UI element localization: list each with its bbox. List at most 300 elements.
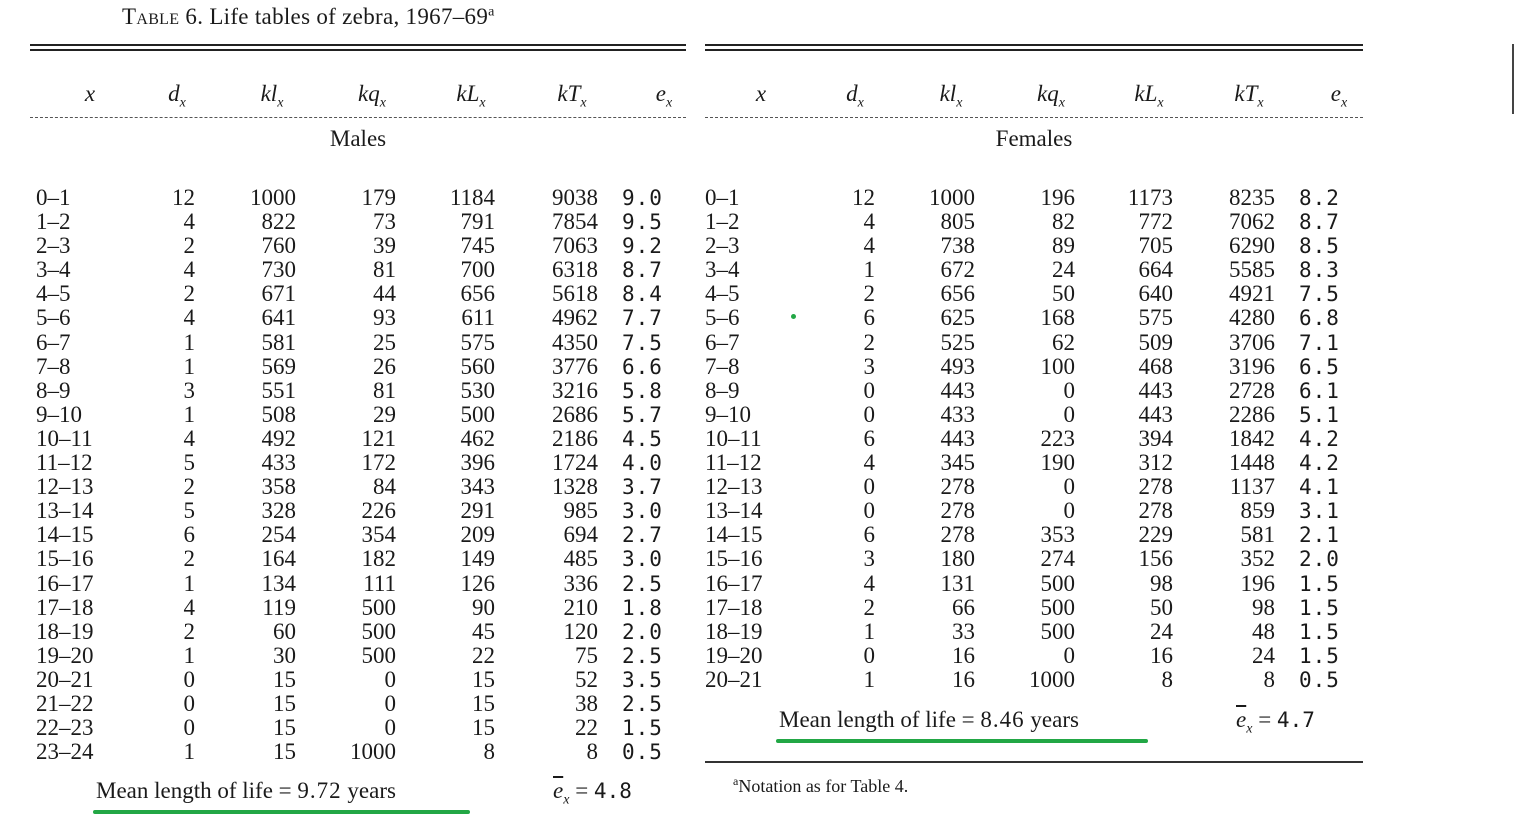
cell-kq: 0 xyxy=(1063,642,1075,668)
cell-kT: 1448 xyxy=(1229,450,1275,476)
cell-d: 0 xyxy=(863,401,875,427)
cell-kT: 120 xyxy=(563,618,598,644)
cell-kL: 8 xyxy=(483,739,495,765)
table-row xyxy=(705,644,1363,668)
cell-kL: 791 xyxy=(460,209,495,235)
table-row xyxy=(705,403,1363,427)
cell-kT: 3706 xyxy=(1229,329,1275,355)
cell-kT: 1842 xyxy=(1229,425,1275,451)
cell-e: 3.0 xyxy=(622,499,663,524)
females-panel xyxy=(705,44,1363,692)
header-kL xyxy=(1129,81,1169,112)
cell-e: 1.5 xyxy=(1299,571,1340,596)
cell-kL: 209 xyxy=(460,522,495,548)
cell-d: 1 xyxy=(183,401,195,427)
cell-kL: 45 xyxy=(472,618,495,644)
cell-kq: 172 xyxy=(361,450,396,476)
cell-e: 8.3 xyxy=(1299,258,1340,283)
cell-kL: 15 xyxy=(472,715,495,741)
header-subscript: x xyxy=(1341,95,1348,111)
header-subscript: x xyxy=(1157,95,1164,111)
cell-kT: 2686 xyxy=(552,401,598,427)
ebar-sub: x xyxy=(1246,721,1253,737)
cell-x: 9–10 xyxy=(36,401,82,427)
cell-kl: 1000 xyxy=(250,185,296,210)
cell-kT: 859 xyxy=(1240,498,1275,524)
cell-kT: 2286 xyxy=(1229,401,1275,427)
cell-e: 9.0 xyxy=(622,186,663,210)
cell-x: 14–15 xyxy=(36,522,94,548)
header-symbol: kl xyxy=(939,81,957,106)
cell-d: 3 xyxy=(863,546,875,572)
cell-d: 4 xyxy=(183,257,195,283)
table-row xyxy=(30,331,686,355)
cell-kl: 278 xyxy=(940,498,975,524)
cell-kL: 98 xyxy=(1150,570,1173,596)
cell-kT: 1724 xyxy=(552,450,598,476)
cell-kq: 84 xyxy=(373,474,396,500)
mean-unit: years xyxy=(347,778,396,803)
cell-kL: 396 xyxy=(460,450,495,476)
cell-x: 16–17 xyxy=(705,570,763,596)
cell-kq: 1000 xyxy=(1029,666,1075,692)
cell-e: 4.0 xyxy=(622,451,663,476)
cell-e: 1.5 xyxy=(1299,619,1340,644)
cell-kq: 82 xyxy=(1052,209,1075,235)
cell-d: 4 xyxy=(863,209,875,235)
cell-x: 3–4 xyxy=(36,257,71,283)
cell-e: 6.6 xyxy=(622,354,663,379)
cell-d: 1 xyxy=(183,642,195,668)
cell-d: 0 xyxy=(183,666,195,692)
cell-kq: 179 xyxy=(361,185,396,210)
cell-kT: 38 xyxy=(575,690,598,716)
cell-kq: 226 xyxy=(361,498,396,524)
cell-d: 2 xyxy=(183,281,195,307)
cell-e: 4.1 xyxy=(1299,475,1340,500)
header-subscript: x xyxy=(479,95,486,111)
table-row xyxy=(30,186,686,210)
header-subscript: x xyxy=(1257,95,1264,111)
cell-x: 0–1 xyxy=(705,185,740,210)
mean-label: Mean length of life xyxy=(779,707,956,732)
table-row xyxy=(705,234,1363,258)
cell-kq: 274 xyxy=(1040,546,1075,572)
cell-kL: 8 xyxy=(1161,666,1173,692)
table-row xyxy=(705,547,1363,571)
cell-e: 3.5 xyxy=(622,667,663,692)
cell-d: 2 xyxy=(863,329,875,355)
footnote xyxy=(733,774,908,797)
cell-x: 12–13 xyxy=(36,474,94,500)
mean-label: Mean length of life xyxy=(96,778,273,803)
cell-x: 11–12 xyxy=(36,450,93,476)
data-rows xyxy=(30,186,686,764)
cell-kl: 30 xyxy=(273,642,296,668)
table-row xyxy=(30,210,686,234)
mean-value: 9.72 xyxy=(297,778,342,803)
cell-kT: 9038 xyxy=(552,185,598,210)
cell-e: 4.5 xyxy=(622,426,663,451)
cell-kT: 4350 xyxy=(552,329,598,355)
cell-kq: 1000 xyxy=(350,739,396,765)
cell-kl: 805 xyxy=(940,209,975,235)
header-kl xyxy=(931,81,971,112)
cell-d: 2 xyxy=(863,281,875,307)
cell-d: 3 xyxy=(863,353,875,379)
table-row xyxy=(30,668,686,692)
cell-d: 4 xyxy=(863,233,875,259)
cell-kT: 336 xyxy=(563,570,598,596)
cell-kT: 352 xyxy=(1240,546,1275,572)
cell-kT: 7063 xyxy=(552,233,598,259)
cell-e: 5.1 xyxy=(1299,402,1340,427)
cell-kq: 0 xyxy=(384,690,396,716)
cell-kq: 0 xyxy=(1063,498,1075,524)
cell-kq: 89 xyxy=(1052,233,1075,259)
header-subscript: x xyxy=(179,95,186,111)
table-row xyxy=(30,644,686,668)
cell-d: 5 xyxy=(183,450,195,476)
cell-e: 5.7 xyxy=(622,402,663,427)
females-mean-ex xyxy=(1236,707,1315,738)
cell-e: 8.5 xyxy=(1299,234,1340,259)
header-subscript: x xyxy=(379,95,386,111)
header-x xyxy=(741,81,781,107)
cell-e: 8.4 xyxy=(622,282,663,307)
header-symbol: kl xyxy=(260,81,278,106)
cell-x: 11–12 xyxy=(705,450,762,476)
cell-kL: 90 xyxy=(472,594,495,620)
cell-kl: 1000 xyxy=(929,185,975,210)
table-row xyxy=(705,331,1363,355)
cell-d: 1 xyxy=(863,257,875,283)
cell-kq: 81 xyxy=(373,377,396,403)
cell-kl: 164 xyxy=(261,546,296,572)
cell-x: 18–19 xyxy=(36,618,94,644)
table-row xyxy=(705,499,1363,523)
cell-kL: 575 xyxy=(1138,305,1173,331)
green-dot-mark xyxy=(791,314,796,319)
cell-kq: 0 xyxy=(1063,377,1075,403)
cell-d: 0 xyxy=(863,377,875,403)
cell-kT: 1137 xyxy=(1229,474,1275,500)
cell-kq: 73 xyxy=(373,209,396,235)
header-symbol: d xyxy=(846,81,858,106)
cell-kq: 500 xyxy=(361,618,396,644)
table-row xyxy=(30,451,686,475)
cell-kq: 44 xyxy=(373,281,396,307)
cell-e: 5.8 xyxy=(622,378,663,403)
cell-kq: 182 xyxy=(361,546,396,572)
cell-e: 2.1 xyxy=(1299,523,1340,548)
table-row xyxy=(30,379,686,403)
equals-sign: = xyxy=(278,778,292,803)
cell-d: 12 xyxy=(852,185,875,210)
cell-x: 5–6 xyxy=(705,305,740,331)
header-symbol: d xyxy=(168,81,180,106)
table-row xyxy=(705,596,1363,620)
equals-sign: = xyxy=(961,707,975,732)
cell-kT: 52 xyxy=(575,666,598,692)
cell-d: 4 xyxy=(183,425,195,451)
table-row xyxy=(30,547,686,571)
cell-kl: 433 xyxy=(940,401,975,427)
cell-x: 9–10 xyxy=(705,401,751,427)
cell-e: 2.7 xyxy=(622,523,663,548)
cell-e: 8.2 xyxy=(1299,186,1340,210)
cell-kl: 15 xyxy=(273,666,296,692)
header-subscript: x xyxy=(1058,95,1065,111)
cell-kl: 493 xyxy=(940,353,975,379)
cell-x: 20–21 xyxy=(705,666,763,692)
cell-kl: 33 xyxy=(952,618,975,644)
cell-kT: 48 xyxy=(1252,618,1275,644)
sex-heading: Males xyxy=(329,126,387,151)
cell-kl: 358 xyxy=(261,474,296,500)
cell-kq: 81 xyxy=(373,257,396,283)
cell-x: 13–14 xyxy=(705,498,763,524)
cell-kL: 278 xyxy=(1138,474,1173,500)
cell-kq: 26 xyxy=(373,353,396,379)
table-row xyxy=(30,258,686,282)
cell-kT: 196 xyxy=(1240,570,1275,596)
cell-kl: 66 xyxy=(952,594,975,620)
cell-e: 2.0 xyxy=(622,619,663,644)
cell-x: 20–21 xyxy=(36,666,94,692)
table-row xyxy=(30,282,686,306)
cell-kl: 625 xyxy=(940,305,975,331)
cell-d: 2 xyxy=(183,474,195,500)
cell-kL: 343 xyxy=(460,474,495,500)
cell-kL: 664 xyxy=(1138,257,1173,283)
cell-e: 1.5 xyxy=(1299,595,1340,620)
cell-x: 5–6 xyxy=(36,305,71,331)
header-symbol: kL xyxy=(1134,81,1158,106)
header-symbol: kq xyxy=(1037,81,1059,106)
cell-kL: 468 xyxy=(1138,353,1173,379)
title-footnote-mark: a xyxy=(488,4,495,20)
cell-x: 1–2 xyxy=(36,209,71,235)
cell-kL: 16 xyxy=(1150,642,1173,668)
cell-x: 0–1 xyxy=(36,185,71,210)
header-symbol: kL xyxy=(456,81,480,106)
cell-kq: 500 xyxy=(361,594,396,620)
cell-kl: 730 xyxy=(261,257,296,283)
header-kq xyxy=(1031,81,1071,112)
cell-kl: 15 xyxy=(273,739,296,765)
cell-kL: 462 xyxy=(460,425,495,451)
mean-value: 8.46 xyxy=(980,707,1025,732)
cell-d: 2 xyxy=(183,233,195,259)
cell-kL: 394 xyxy=(1138,425,1173,451)
cell-kT: 6318 xyxy=(552,257,598,283)
cell-d: 1 xyxy=(863,618,875,644)
cell-kq: 24 xyxy=(1052,257,1075,283)
table-row xyxy=(705,210,1363,234)
table-row xyxy=(705,475,1363,499)
cell-x: 10–11 xyxy=(705,425,762,451)
cell-d: 2 xyxy=(863,594,875,620)
header-subscript: x xyxy=(580,95,587,111)
cell-kT: 210 xyxy=(563,594,598,620)
males-panel xyxy=(30,44,686,764)
table-row xyxy=(30,740,686,764)
table-row xyxy=(30,403,686,427)
cell-e: 3.1 xyxy=(1299,499,1340,524)
cell-kq: 500 xyxy=(1040,594,1075,620)
cell-kl: 822 xyxy=(261,209,296,235)
table-row xyxy=(30,620,686,644)
cell-e: 0.5 xyxy=(1299,667,1340,692)
cell-kl: 671 xyxy=(261,281,296,307)
cell-d: 0 xyxy=(183,715,195,741)
table-row xyxy=(30,499,686,523)
table-label: Table xyxy=(122,4,180,29)
cell-kL: 509 xyxy=(1138,329,1173,355)
cell-d: 1 xyxy=(183,570,195,596)
cell-kL: 149 xyxy=(460,546,495,572)
cell-kq: 168 xyxy=(1040,305,1075,331)
cell-d: 6 xyxy=(863,305,875,331)
females-mean-length xyxy=(779,707,1079,733)
cell-e: 9.2 xyxy=(622,234,663,259)
cell-x: 7–8 xyxy=(36,353,71,379)
sex-heading: Females xyxy=(995,126,1073,151)
cell-kT: 7854 xyxy=(552,209,598,235)
cell-kL: 1173 xyxy=(1127,185,1173,210)
cell-x: 18–19 xyxy=(705,618,763,644)
cell-kl: 492 xyxy=(261,425,296,451)
table-row xyxy=(705,523,1363,547)
cell-kT: 3196 xyxy=(1229,353,1275,379)
cell-kL: 705 xyxy=(1138,233,1173,259)
table-row xyxy=(30,523,686,547)
cell-kT: 6290 xyxy=(1229,233,1275,259)
cell-kL: 291 xyxy=(460,498,495,524)
header-kT xyxy=(552,81,592,112)
column-headers xyxy=(705,51,1363,117)
header-kl xyxy=(252,81,292,112)
cell-kq: 190 xyxy=(1040,450,1075,476)
males-underline xyxy=(93,810,470,814)
footnote-rule xyxy=(705,761,1363,763)
top-double-rule xyxy=(705,44,1363,51)
cell-x: 4–5 xyxy=(705,281,740,307)
cell-e: 2.5 xyxy=(622,643,663,668)
table-title xyxy=(122,4,495,30)
cell-kq: 0 xyxy=(1063,401,1075,427)
cell-kl: 433 xyxy=(261,450,296,476)
cell-kl: 551 xyxy=(261,377,296,403)
cell-kL: 22 xyxy=(472,642,495,668)
cell-kq: 354 xyxy=(361,522,396,548)
cell-e: 8.7 xyxy=(622,258,663,283)
cell-kq: 0 xyxy=(384,715,396,741)
cell-d: 0 xyxy=(863,498,875,524)
cell-kl: 278 xyxy=(940,522,975,548)
cell-kT: 4280 xyxy=(1229,305,1275,331)
table-row xyxy=(705,355,1363,379)
cell-e: 4.2 xyxy=(1299,426,1340,451)
cell-kL: 229 xyxy=(1138,522,1173,548)
cell-kT: 5585 xyxy=(1229,257,1275,283)
cell-kq: 29 xyxy=(373,401,396,427)
table-row xyxy=(705,620,1363,644)
mean-unit: years xyxy=(1030,707,1079,732)
cell-kl: 738 xyxy=(940,233,975,259)
cell-d: 6 xyxy=(863,425,875,451)
cell-kl: 131 xyxy=(940,570,975,596)
cell-kL: 656 xyxy=(460,281,495,307)
cell-x: 23–24 xyxy=(36,739,94,765)
table-row xyxy=(705,451,1363,475)
cell-x: 4–5 xyxy=(36,281,71,307)
cell-d: 1 xyxy=(183,353,195,379)
cell-kl: 443 xyxy=(940,377,975,403)
cell-x: 7–8 xyxy=(705,353,740,379)
cell-d: 4 xyxy=(183,305,195,331)
cell-kT: 485 xyxy=(563,546,598,572)
cell-x: 15–16 xyxy=(36,546,94,572)
cell-e: 2.5 xyxy=(622,691,663,716)
cell-e: 9.5 xyxy=(622,210,663,235)
cell-kL: 611 xyxy=(461,305,495,331)
table-row xyxy=(705,427,1363,451)
males-mean-length xyxy=(96,778,396,804)
cell-kT: 1328 xyxy=(552,474,598,500)
header-symbol: x xyxy=(84,81,96,106)
header-subscript: x xyxy=(857,95,864,111)
cell-e: 8.7 xyxy=(1299,210,1340,235)
cell-kL: 50 xyxy=(1150,594,1173,620)
cell-x: 10–11 xyxy=(36,425,93,451)
cell-kq: 100 xyxy=(1040,353,1075,379)
table-row xyxy=(705,186,1363,210)
cell-e: 4.2 xyxy=(1299,451,1340,476)
cell-d: 4 xyxy=(183,209,195,235)
cell-kL: 745 xyxy=(460,233,495,259)
cell-kT: 3776 xyxy=(552,353,598,379)
cell-d: 1 xyxy=(183,739,195,765)
cell-kl: 328 xyxy=(261,498,296,524)
cell-kq: 353 xyxy=(1040,522,1075,548)
table-row xyxy=(30,355,686,379)
cell-kq: 39 xyxy=(373,233,396,259)
header-symbol: kT xyxy=(1234,81,1258,106)
header-symbol: x xyxy=(755,81,767,106)
cell-x: 13–14 xyxy=(36,498,94,524)
cell-kL: 15 xyxy=(472,690,495,716)
cell-kq: 50 xyxy=(1052,281,1075,307)
cell-kL: 500 xyxy=(460,401,495,427)
cell-x: 2–3 xyxy=(36,233,71,259)
cell-kL: 156 xyxy=(1138,546,1173,572)
table-row xyxy=(705,668,1363,692)
table-caption: Life tables of zebra, 1967–69 xyxy=(209,4,489,29)
cell-kl: 254 xyxy=(261,522,296,548)
cell-kT: 985 xyxy=(563,498,598,524)
cell-kT: 7062 xyxy=(1229,209,1275,235)
cell-kL: 772 xyxy=(1138,209,1173,235)
cell-kL: 575 xyxy=(460,329,495,355)
cell-kl: 443 xyxy=(940,425,975,451)
cell-kl: 656 xyxy=(940,281,975,307)
cell-kT: 2728 xyxy=(1229,377,1275,403)
top-double-rule xyxy=(30,44,686,51)
cell-e: 7.5 xyxy=(1299,282,1340,307)
table-row xyxy=(30,427,686,451)
